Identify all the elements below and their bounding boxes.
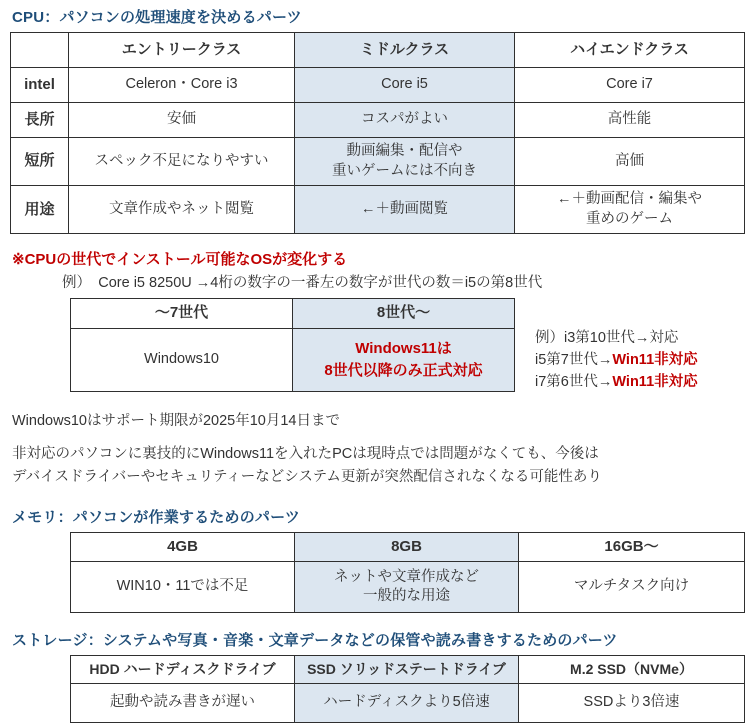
cpu-col-entry: エントリークラス [69,33,295,68]
memory-cell-8gb: ネットや文章作成など 一般的な用途 [295,562,519,613]
storage-cell-ssd: ハードディスクより5倍速 [295,684,519,723]
cpu-cell-cons-high: 高価 [515,138,745,186]
cpu-cell-usage-entry: 文章作成やネット閲覧 [69,186,295,234]
storage-cell-m2: SSDより3倍速 [519,684,745,723]
storage-col-ssd: SSD ソリッドステートドライブ [295,656,519,684]
table-row [11,68,745,103]
cpu-row-label-intel: intel [11,68,69,103]
cpu-cell-intel-middle: Core i5 [295,68,515,103]
os-side-note-2-text: i7第6世代→ [535,373,613,390]
os-cell-win10: Windows10 [71,328,293,391]
table-row [11,186,745,234]
cpu-row-label-cons: 短所 [11,138,69,186]
support-note-1: 非対応のパソコンに裏技的にWindows11を入れたPCは現時点では問題がなくても、今後は [12,445,599,462]
os-col-gen7: 〜7世代 [71,299,293,328]
cpu-col-middle: ミドルクラス [295,33,515,68]
cpu-cell-cons-entry: スペック不足になりやすい [69,138,295,186]
cpu-section-heading: CPU：パソコンの処理速度を決めるパーツ [12,9,302,26]
cpu-cell-pros-middle: コスパがよい [295,103,515,138]
os-side-note-1-red: Win11非対応 [612,352,698,368]
os-compat-table [70,298,515,391]
table-row [71,562,745,613]
table-row [11,103,745,138]
os-cell-win11: Windows11は 8世代以降のみ正式対応 [293,328,515,391]
cpu-cell-intel-high: Core i7 [515,68,745,103]
memory-cell-16gb: マルチタスク向け [519,562,745,613]
memory-section-heading: メモリ：パソコンが作業するためのパーツ [12,508,300,526]
generation-heading: ※CPUの世代でインストール可能なOSが変化する [12,251,348,269]
support-note-0: Windows10はサポート期限が2025年10月14日まで [12,412,340,429]
cpu-row-label-usage: 用途 [11,186,69,234]
memory-cell-4gb: WIN10・11では不足 [71,562,295,613]
storage-col-hdd: HDD ハードディスクドライブ [71,656,295,684]
os-side-notes [535,298,698,393]
cpu-cell-pros-entry: 安価 [69,103,295,138]
cpu-cell-usage-high: ←＋動画配信・編集や 重めのゲーム [515,186,745,234]
memory-col-8gb: 8GB [295,532,519,561]
cpu-row-label-pros: 長所 [11,103,69,138]
table-row [11,33,745,68]
storage-table [70,655,745,723]
cpu-cell-pros-high: 高性能 [515,103,745,138]
memory-col-4gb: 4GB [71,532,295,561]
table-row [11,138,745,186]
table-row [71,684,745,723]
os-side-note-2 [535,372,698,394]
storage-section-heading: ストレージ：システムや写真・音楽・文章データなどの保管や読み書きするためのパーツ [12,632,618,650]
cpu-cell-cons-middle: 動画編集・配信や 重いゲームには不向き [295,138,515,186]
storage-col-m2: M.2 SSD（NVMe） [519,656,745,684]
support-notes [12,410,744,490]
cpu-cell-intel-entry: Celeron・Core i3 [69,68,295,103]
support-note-2: デバイスドライバーやセキュリティーなどシステム更新が突然配信されなくなる可能性あり [12,469,602,486]
table-row [71,656,745,684]
os-compat-block [10,298,744,393]
os-side-note-1 [535,350,698,372]
table-row [71,328,515,391]
cpu-table [10,32,745,234]
cpu-col-high: ハイエンドクラス [515,33,745,68]
memory-col-16gb: 16GB〜 [519,532,745,561]
cpu-col-corner [11,33,69,68]
os-side-note-2-red: Win11非対応 [612,373,698,390]
memory-table [70,532,745,613]
table-row [71,532,745,561]
generation-example: 例） Core i5 8250U →4桁の数字の一番左の数字が世代の数＝i5の第8世代 [62,275,543,292]
os-side-note-0 [535,328,698,350]
os-col-gen8: 8世代〜 [293,299,515,328]
table-row [71,299,515,328]
os-side-note-0-text: 例）i3第10世代→対応 [535,330,679,347]
cpu-cell-usage-middle: ←＋動画閲覧 [295,186,515,234]
os-side-note-1-text: i5第7世代→ [535,352,613,368]
storage-cell-hdd: 起動や読み書きが遅い [71,684,295,723]
